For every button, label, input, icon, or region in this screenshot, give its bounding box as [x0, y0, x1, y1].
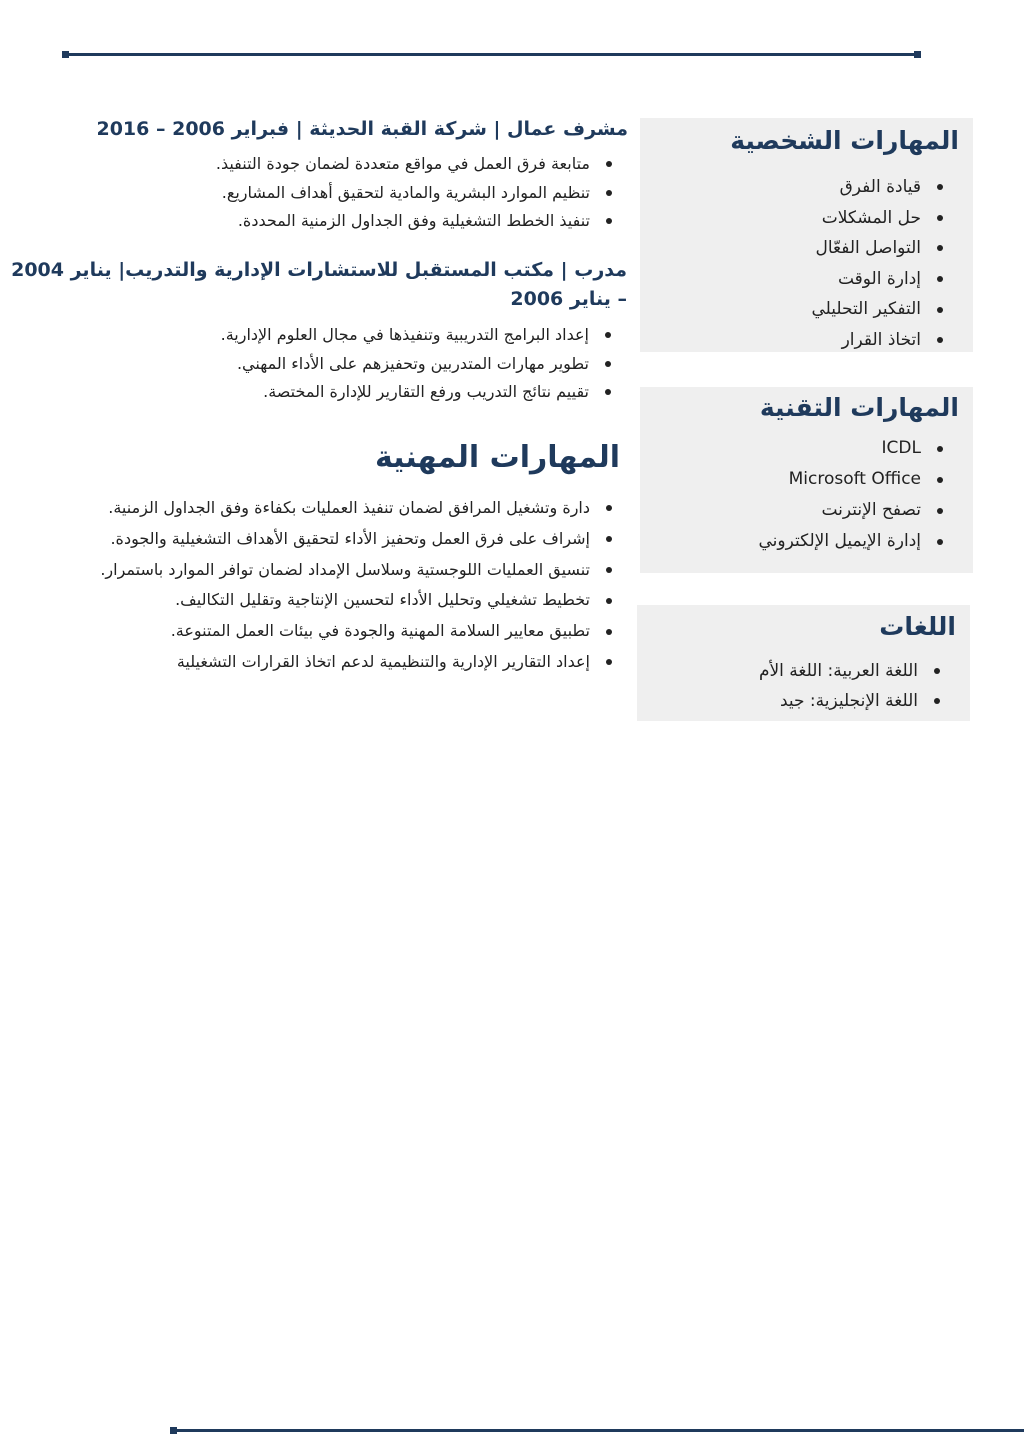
list-item: تنظيم الموارد البشرية والمادية لتحقيق أهداف المشاريع.: [8, 179, 628, 208]
professional-skills-section: [8, 493, 628, 678]
experience-entry: [0, 256, 627, 407]
list-item: تنفيذ الخطط التشغيلية وفق الجداول الزمنية المحددة.: [8, 207, 628, 236]
list-item: اللغة الإنجليزية: جيد: [637, 686, 956, 716]
list-item: اللغة العربية: اللغة الأم: [637, 656, 956, 686]
list-item: تطوير مهارات المتدربين وتحفيزهم على الأداء المهني.: [0, 350, 627, 379]
list-item: اتخاذ القرار: [640, 325, 959, 356]
top-divider-line: [65, 53, 918, 56]
list-item: إعداد البرامج التدريبية وتنفيذها في مجال العلوم الإدارية.: [0, 321, 627, 350]
list-item: إدارة الإيميل الإلكتروني: [640, 526, 959, 557]
list-item: ICDL: [640, 433, 959, 464]
languages-section: [637, 605, 970, 721]
list-item: إدارة الوقت: [640, 264, 959, 295]
job-duties-list: [8, 150, 628, 236]
experience-entry: [8, 114, 628, 236]
list-item: تنسيق العمليات اللوجستية وسلاسل الإمداد لضمان توافر الموارد باستمرار.: [8, 555, 628, 586]
list-item: تخطيط تشغيلي وتحليل الأداء لتحسين الإنتاجية وتقليل التكاليف.: [8, 585, 628, 616]
job-duties-list: [0, 321, 627, 407]
personal-skills-section: [640, 118, 973, 352]
technical-skills-section: [640, 387, 973, 573]
job-title: مدرب | مكتب المستقبل للاستشارات الإدارية والتدريب| يناير 2004 – يناير 2006: [11, 259, 627, 310]
technical-skills-title: المهارات التقنية: [759, 393, 959, 422]
list-item: قيادة الفرق: [640, 172, 959, 203]
job-title: مشرف عمال | شركة القبة الحديثة | فبراير 2006 – 2016: [96, 118, 628, 140]
list-item: حل المشكلات: [640, 203, 959, 234]
list-item: التواصل الفعّال: [640, 233, 959, 264]
list-item: تقييم نتائج التدريب ورفع التقارير للإدارة المختصة.: [0, 378, 627, 407]
list-item: متابعة فرق العمل في مواقع متعددة لضمان جودة التنفيذ.: [8, 150, 628, 179]
languages-list: [637, 656, 956, 716]
professional-skills-list: [8, 493, 628, 678]
list-item: تطبيق معايير السلامة المهنية والجودة في بيئات العمل المتنوعة.: [8, 616, 628, 647]
list-item: التفكير التحليلي: [640, 294, 959, 325]
list-item: تصفح الإنترنت: [640, 495, 959, 526]
list-item: دارة وتشغيل المرافق لضمان تنفيذ العمليات بكفاءة وفق الجداول الزمنية.: [8, 493, 628, 524]
professional-skills-title: المهارات المهنية: [374, 440, 620, 475]
languages-title: اللغات: [879, 612, 956, 641]
personal-skills-title: المهارات الشخصية: [730, 126, 959, 155]
personal-skills-list: [640, 172, 959, 356]
technical-skills-list: [640, 433, 959, 557]
bottom-divider-line: [173, 1429, 1024, 1432]
list-item: إعداد التقارير الإدارية والتنظيمية لدعم اتخاذ القرارات التشغيلية: [8, 647, 628, 678]
list-item: Microsoft Office: [640, 464, 959, 495]
list-item: إشراف على فرق العمل وتحفيز الأداء لتحقيق الأهداف التشغيلية والجودة.: [8, 524, 628, 555]
